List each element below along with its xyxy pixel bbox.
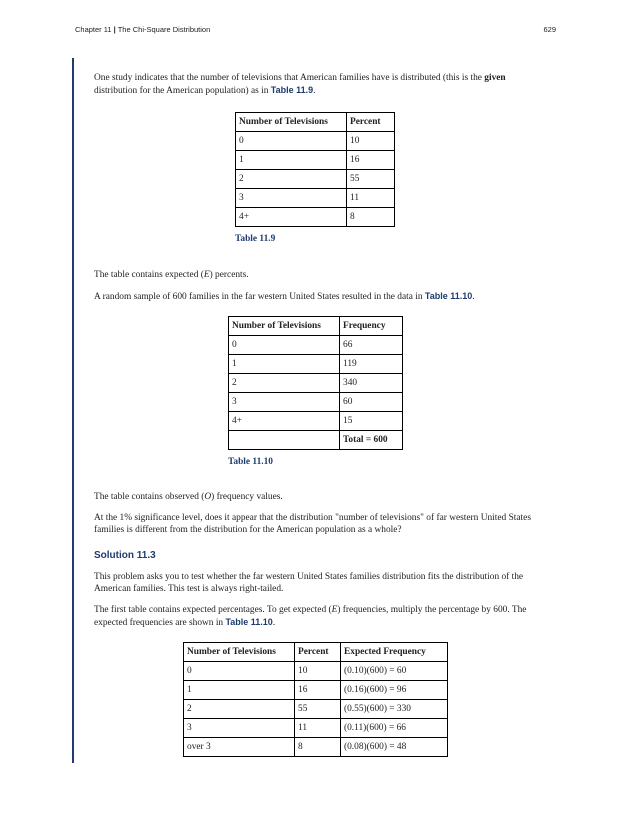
table-row: 1 119 [229, 355, 403, 374]
table-row: 2 55 (0.55)(600) = 330 [184, 700, 448, 719]
table-11-9-block [235, 112, 537, 245]
table-row: 4+ 8 [236, 208, 395, 227]
question-paragraph: At the 1% significance level, does it appear that the distribution "number of televisions" of far western United States families is different from the distribution for the American population as a whole? [94, 513, 531, 535]
sample-paragraph: A random sample of 600 families in the far western United States resulted in the data in Table 11.10. [94, 291, 475, 302]
table-11-10-block [228, 316, 537, 468]
table-11-9 [235, 112, 395, 227]
page-number: 629 [543, 25, 556, 34]
table-total-row [229, 431, 403, 450]
table-row: over 3 8 (0.08)(600) = 48 [184, 738, 448, 757]
solution-heading: Solution 11.3 [94, 550, 156, 561]
table-reference-link[interactable]: Table 11.10 [424, 291, 473, 301]
intro-paragraph: One study indicates that the number of televisions that American families have is distributed (this is the given distribution for the American population) as in Table 11.9. [94, 73, 506, 96]
table-header-row [236, 113, 395, 132]
header-chapter: Chapter 11 | The Chi-Square Distribution [75, 25, 211, 34]
table-header-row [184, 643, 448, 662]
expected-frequency-table [183, 642, 448, 757]
table-row: 4+ 15 [229, 412, 403, 431]
table-row: 0 10 [236, 132, 395, 151]
example-sidebar-rule [72, 58, 74, 763]
table-row: 0 10 (0.10)(600) = 60 [184, 662, 448, 681]
page-content [94, 72, 537, 757]
column-header: Number of Televisions [229, 317, 340, 336]
solution-paragraph-2: The first table contains expected percentages. To get expected (E) frequencies, multiply the percentage by 600. The expected frequencies are shown in Table 11.10. [94, 605, 527, 628]
column-header: Percent [295, 643, 341, 662]
table-row: 1 16 (0.16)(600) = 96 [184, 681, 448, 700]
column-header: Percent [347, 113, 395, 132]
table-11-10 [228, 316, 403, 450]
table-caption: Table 11.9 [235, 234, 276, 244]
table-row: 3 60 [229, 393, 403, 412]
table-row: 1 16 [236, 151, 395, 170]
table-row: 2 340 [229, 374, 403, 393]
column-header: Frequency [340, 317, 403, 336]
table-row: 3 11 [236, 189, 395, 208]
column-header: Number of Televisions [184, 643, 295, 662]
observed-note: The table contains observed (O) frequency values. [94, 492, 283, 502]
page-header [75, 25, 556, 37]
total-cell: Total = 600 [340, 431, 403, 450]
expected-note: The table contains expected (E) percents. [94, 270, 249, 280]
table-caption: Table 11.10 [228, 457, 273, 467]
table-reference-link[interactable]: Table 11.10 [225, 617, 273, 627]
column-header: Expected Frequency [341, 643, 448, 662]
table-row: 0 66 [229, 336, 403, 355]
table-reference-link[interactable]: Table 11.9 [270, 85, 314, 95]
solution-paragraph-1: This problem asks you to test whether the far western United States families distribution fits the distribution of the American families. This test is always right-tailed. [94, 572, 524, 594]
table-row: 3 11 (0.11)(600) = 66 [184, 719, 448, 738]
table-header-row [229, 317, 403, 336]
column-header: Number of Televisions [236, 113, 347, 132]
expected-frequency-table-block [183, 642, 537, 757]
table-row: 2 55 [236, 170, 395, 189]
